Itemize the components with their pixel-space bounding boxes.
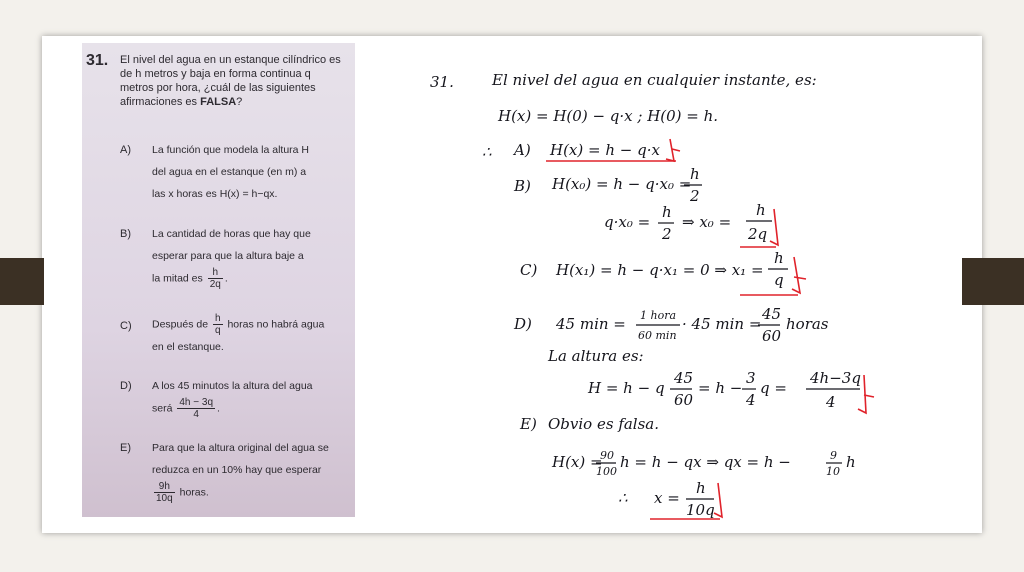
e-f2-num: 9 <box>830 449 837 462</box>
solution-header: El nivel del agua en cualquier instante, es: <box>492 71 817 89</box>
option-d-text: A los 45 minutos la altura del agua será $\frac{4h - 3q}{4}$ . <box>152 380 313 420</box>
d-frac-den: 60 min <box>638 329 677 342</box>
solution-d-minutes: 45 min = <box>556 315 626 333</box>
option-e-fraction: $\frac{9h}{10q}$ <box>156 481 173 504</box>
solution-e-result: x = <box>654 489 680 507</box>
d-f5-den: 4 <box>826 393 836 411</box>
b-step-frac-den: 2 <box>662 225 672 243</box>
check-mark-b <box>770 209 778 245</box>
solution-d-equals: q = <box>760 379 787 397</box>
slide-decoration-right <box>962 258 1024 305</box>
solution-d-height: H = h − q <box>588 379 665 397</box>
option-b-letter: B) <box>120 228 131 240</box>
d-frac2-den: 60 <box>762 327 782 345</box>
option-e-text: Para que la altura original del agua se reduzca en un 10% hay que esperar $\frac{9h}{10q}$ horas. <box>152 442 329 504</box>
b-result-frac-num: h <box>756 201 766 219</box>
check-mark-e <box>714 483 722 517</box>
solution-definition: H(x) = H(0) − q·x ; H(0) = h. <box>498 107 719 125</box>
b-frac-den: 2 <box>690 187 700 205</box>
d-f3-num: 45 <box>674 369 694 387</box>
e-f3-den: 10q <box>686 501 715 519</box>
b-frac-num: h <box>690 165 700 183</box>
solution-a-label: A) <box>514 141 531 159</box>
option-c-text: Después de $\frac{h}{q}$ horas no habrá agua en el estanque. <box>152 313 325 353</box>
d-f4-den: 4 <box>746 391 756 409</box>
option-b-fraction: $\frac{h}{2q}$ <box>209 267 221 290</box>
b-result-frac-den: 2q <box>748 225 768 243</box>
solution-a-equation: H(x) = h − q·x <box>550 141 660 159</box>
solution-e-label: E) <box>520 415 537 433</box>
d-f4-num: 3 <box>746 369 756 387</box>
c-frac-num: h <box>774 249 784 267</box>
solution-b-label: B) <box>514 177 531 195</box>
solution-b-result: ⇒ x₀ = <box>682 213 732 231</box>
option-a-letter: A) <box>120 144 131 156</box>
therefore-symbol: ∴ <box>482 143 492 161</box>
solution-b-step: q·x₀ = <box>604 213 651 231</box>
solution-d-hours: horas <box>786 315 829 333</box>
solution-e-eq: H(x) = <box>552 453 603 471</box>
d-f5-num: 4h−3q <box>810 369 861 387</box>
solution-d-altura: La altura es: <box>548 347 644 365</box>
e-f3-num: h <box>696 479 706 497</box>
question-number: 31. <box>86 52 109 69</box>
e-f1-den: 100 <box>596 465 617 478</box>
c-frac-den: q <box>774 271 784 289</box>
option-a-text: La función que modela la altura H del agua en el estanque (en m) a las x horas es H(x) = h−qx. <box>152 144 310 200</box>
option-d-fraction: $\frac{4h - 3q}{4}$ <box>179 397 214 420</box>
option-d-letter: D) <box>120 380 132 392</box>
question-stem: El nivel del agua en un estanque cilíndrico es de h metros y baja en forma continua q metros por hora, ¿cuál de las siguientes afirmaciones es FALSA? <box>120 54 341 108</box>
e-therefore-symbol: ∴ <box>618 489 628 507</box>
solution-e-eq-end: h <box>846 453 856 471</box>
e-f1-num: 90 <box>600 449 614 462</box>
b-step-frac-num: h <box>662 203 672 221</box>
solution-d-minus: = h − <box>698 379 743 397</box>
solution-d-multiply: · 45 min = <box>682 315 762 333</box>
solution-c-equation: H(x₁) = h − q·x₁ = 0 ⇒ x₁ = <box>556 261 764 279</box>
solution-e-text: Obvio es falsa. <box>548 415 660 433</box>
slide-decoration-left <box>0 258 44 305</box>
solution-c-label: C) <box>520 261 538 279</box>
d-f3-den: 60 <box>674 391 694 409</box>
option-e-letter: E) <box>120 442 131 454</box>
e-f2-den: 10 <box>826 465 840 478</box>
question-photo <box>82 43 355 517</box>
solution-e-eq-rest: h = h − qx ⇒ qx = h − <box>620 453 791 471</box>
option-c-letter: C) <box>120 320 132 332</box>
solution-number: 31. <box>430 73 454 91</box>
check-mark-a <box>666 139 680 161</box>
solution-d-label: D) <box>514 315 532 333</box>
option-c-fraction: $\frac{h}{q}$ <box>214 313 221 336</box>
handwritten-solution <box>428 63 878 521</box>
solution-b-equation: H(x₀) = h − q·x₀ = <box>552 175 692 193</box>
option-b-text: La cantidad de horas que hay que esperar para que la altura baje a la mitad es $\frac{h}{2q}$ . <box>152 228 311 290</box>
d-frac2-num: 45 <box>762 305 782 323</box>
d-frac-num: 1 hora <box>640 309 677 322</box>
check-mark-c <box>792 257 806 293</box>
